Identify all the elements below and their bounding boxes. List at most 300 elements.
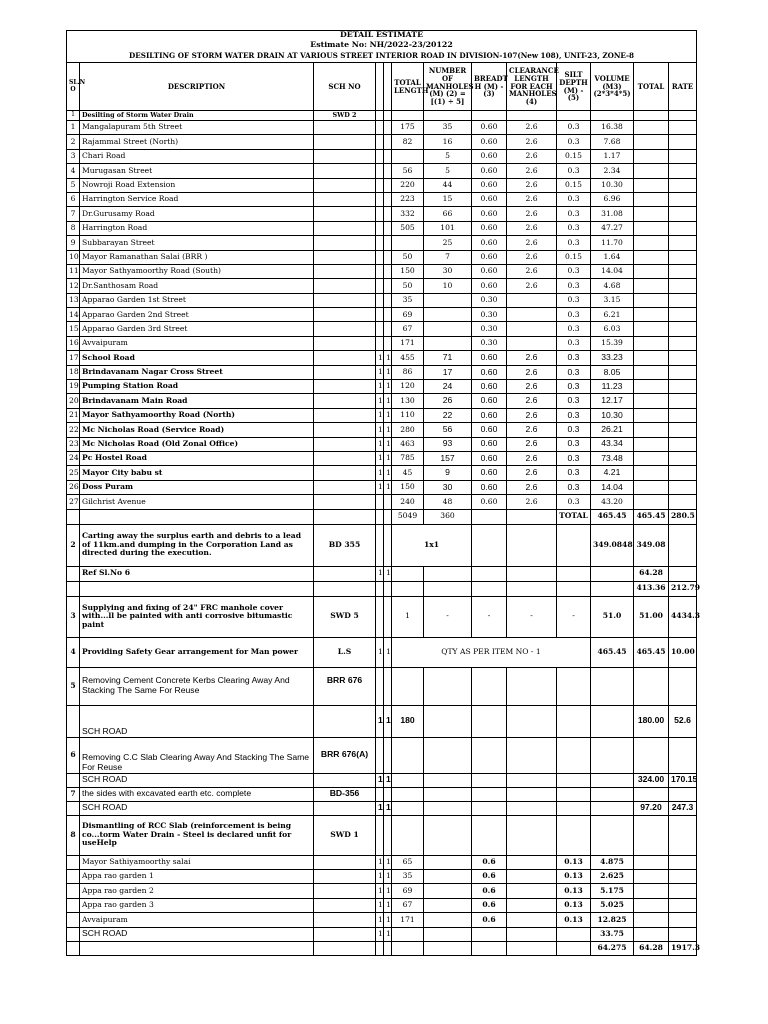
breadth: 0.60 bbox=[472, 178, 507, 192]
row-sl: 19 bbox=[67, 380, 80, 394]
row-sl: 17 bbox=[67, 351, 80, 365]
sum-total: 64.28 bbox=[634, 941, 669, 955]
volume: 4.21 bbox=[591, 466, 634, 480]
street-name: Mayor Sathyamoorthy Road (South) bbox=[80, 264, 314, 278]
empty-cell bbox=[472, 941, 507, 955]
silt-depth: 0.3 bbox=[557, 293, 591, 307]
total-length: 171 bbox=[392, 913, 424, 927]
empty-cell bbox=[376, 509, 384, 524]
empty-cell bbox=[634, 351, 669, 365]
clearance bbox=[507, 293, 557, 307]
empty-cell bbox=[669, 913, 697, 927]
volume: 43.34 bbox=[591, 437, 634, 451]
empty-cell bbox=[67, 869, 80, 883]
empty-cell bbox=[314, 509, 376, 524]
empty-cell bbox=[634, 164, 669, 178]
clearance: 2.6 bbox=[507, 394, 557, 408]
silt-depth: 0.3 bbox=[557, 408, 591, 422]
empty-cell bbox=[67, 705, 80, 737]
sum-row bbox=[67, 509, 697, 524]
empty-cell bbox=[314, 192, 376, 206]
empty-cell bbox=[669, 207, 697, 221]
count-a bbox=[376, 293, 384, 307]
item-volume: 51.0 bbox=[591, 596, 634, 637]
sub-volume: 33.75 bbox=[591, 927, 634, 941]
empty-cell bbox=[384, 667, 392, 705]
empty-cell bbox=[591, 773, 634, 787]
count-a: 1 bbox=[376, 927, 384, 941]
empty-cell bbox=[507, 581, 557, 596]
breadth: 0.30 bbox=[472, 336, 507, 350]
empty-cell bbox=[392, 941, 424, 955]
empty-cell bbox=[314, 801, 376, 815]
total-length: 67 bbox=[392, 322, 424, 336]
count-a bbox=[376, 221, 384, 235]
count-b: 1 bbox=[384, 466, 392, 480]
dash: - bbox=[507, 596, 557, 637]
thickness: 0.13 bbox=[557, 913, 591, 927]
empty-cell bbox=[314, 408, 376, 422]
manholes bbox=[424, 308, 472, 322]
breadth: 0.60 bbox=[472, 351, 507, 365]
volume: 5.025 bbox=[591, 898, 634, 912]
manholes bbox=[424, 293, 472, 307]
total-length: 463 bbox=[392, 437, 424, 451]
volume: 4.875 bbox=[591, 855, 634, 869]
empty-cell bbox=[424, 566, 472, 581]
empty-cell bbox=[634, 495, 669, 509]
total-length: 86 bbox=[392, 365, 424, 379]
count-a: 1 bbox=[376, 437, 384, 451]
empty-cell bbox=[314, 898, 376, 912]
count-b: 1 bbox=[384, 451, 392, 465]
street-name: Mc Nicholas Road (Old Zonal Office) bbox=[80, 437, 314, 451]
clearance: 2.6 bbox=[507, 495, 557, 509]
empty-cell bbox=[314, 380, 376, 394]
manholes: 71 bbox=[424, 351, 472, 365]
volume: 33.23 bbox=[591, 351, 634, 365]
empty-cell bbox=[507, 737, 557, 773]
item-sl: 4 bbox=[67, 637, 80, 667]
total-length: 56 bbox=[392, 164, 424, 178]
breadth: 0.60 bbox=[472, 365, 507, 379]
clearance: 2.6 bbox=[507, 451, 557, 465]
count-a bbox=[376, 135, 384, 149]
item-sl: 7 bbox=[67, 787, 80, 801]
empty-cell bbox=[424, 855, 472, 869]
empty-cell bbox=[634, 279, 669, 293]
item-row bbox=[67, 596, 697, 637]
estimate-number: Estimate No: NH/2022-23/20122 bbox=[67, 41, 697, 51]
total-length: 65 bbox=[392, 855, 424, 869]
total-length: 332 bbox=[392, 207, 424, 221]
empty-cell bbox=[669, 566, 697, 581]
empty-cell bbox=[314, 423, 376, 437]
total-length: 505 bbox=[392, 221, 424, 235]
empty-cell bbox=[634, 787, 669, 801]
empty-cell bbox=[424, 884, 472, 898]
empty-cell bbox=[392, 737, 424, 773]
table-row bbox=[67, 178, 697, 192]
row-sl: 12 bbox=[67, 279, 80, 293]
row-sl: 10 bbox=[67, 250, 80, 264]
volume: 6.96 bbox=[591, 192, 634, 206]
clearance: 2.6 bbox=[507, 437, 557, 451]
empty-cell bbox=[557, 927, 591, 941]
table-row bbox=[67, 869, 697, 883]
clearance: 2.6 bbox=[507, 250, 557, 264]
empty-cell bbox=[67, 581, 80, 596]
clearance: 2.6 bbox=[507, 264, 557, 278]
empty-cell bbox=[314, 913, 376, 927]
breadth: 0.60 bbox=[472, 451, 507, 465]
silt-depth: 0.3 bbox=[557, 135, 591, 149]
col-slno: SL.N O bbox=[67, 63, 80, 111]
street-name: School Road bbox=[80, 351, 314, 365]
count-a: 1 bbox=[376, 801, 384, 815]
empty-cell bbox=[634, 408, 669, 422]
empty-cell bbox=[392, 801, 424, 815]
manholes: 7 bbox=[424, 250, 472, 264]
empty-cell bbox=[634, 451, 669, 465]
empty-cell bbox=[634, 192, 669, 206]
item-sch: BRR 676 bbox=[314, 667, 376, 705]
empty-cell bbox=[376, 815, 384, 855]
empty-cell bbox=[314, 178, 376, 192]
empty-cell bbox=[67, 941, 80, 955]
empty-cell bbox=[669, 164, 697, 178]
empty-cell bbox=[634, 855, 669, 869]
total-length: 455 bbox=[392, 351, 424, 365]
empty-cell bbox=[634, 884, 669, 898]
row-sl: 24 bbox=[67, 451, 80, 465]
empty-cell bbox=[376, 524, 384, 566]
sub-rate: 247.3 bbox=[669, 801, 697, 815]
empty-cell bbox=[314, 941, 376, 955]
street-name: Brindavanam Nagar Cross Street bbox=[80, 365, 314, 379]
item-sch: SWD 1 bbox=[314, 815, 376, 855]
total-length: 50 bbox=[392, 279, 424, 293]
count-a bbox=[376, 236, 384, 250]
col-schno: SCH NO bbox=[314, 63, 376, 111]
empty-cell bbox=[80, 581, 314, 596]
total-length: 150 bbox=[392, 264, 424, 278]
item-sl: 8 bbox=[67, 815, 80, 855]
count-a: 1 bbox=[376, 869, 384, 883]
total-length: 223 bbox=[392, 192, 424, 206]
empty-cell bbox=[67, 566, 80, 581]
empty-cell bbox=[67, 773, 80, 787]
clearance: 2.6 bbox=[507, 178, 557, 192]
volume: 14.04 bbox=[591, 480, 634, 494]
empty-cell bbox=[669, 111, 697, 121]
clearance: 2.6 bbox=[507, 192, 557, 206]
empty-cell bbox=[472, 509, 507, 524]
sum-rate: 1917.3 bbox=[669, 941, 697, 955]
col-total: TOTAL bbox=[634, 63, 669, 111]
count-a bbox=[376, 149, 384, 163]
count-b: 1 bbox=[384, 869, 392, 883]
street-name: Chari Road bbox=[80, 149, 314, 163]
breadth: 0.60 bbox=[472, 394, 507, 408]
breadth: 0.60 bbox=[472, 480, 507, 494]
table-row bbox=[67, 380, 697, 394]
item-qty: 1 bbox=[392, 596, 424, 637]
empty-cell bbox=[591, 787, 634, 801]
empty-cell bbox=[472, 801, 507, 815]
empty-cell bbox=[669, 380, 697, 394]
clearance bbox=[507, 308, 557, 322]
empty-cell bbox=[669, 408, 697, 422]
empty-cell bbox=[634, 293, 669, 307]
item-volume: 349.0848 bbox=[591, 524, 634, 566]
count-a bbox=[376, 178, 384, 192]
count-a: 1 bbox=[376, 913, 384, 927]
item-sch: BD-356 bbox=[314, 787, 376, 801]
empty-cell bbox=[67, 898, 80, 912]
volume: 5.175 bbox=[591, 884, 634, 898]
breadth: 0.6 bbox=[472, 913, 507, 927]
empty-cell bbox=[507, 927, 557, 941]
row-sl: 7 bbox=[67, 207, 80, 221]
manholes: 26 bbox=[424, 394, 472, 408]
table-row bbox=[67, 913, 697, 927]
empty-cell bbox=[669, 524, 697, 566]
total-length bbox=[392, 149, 424, 163]
silt-depth: 0.15 bbox=[557, 149, 591, 163]
total-length: 120 bbox=[392, 380, 424, 394]
street-name: Pumping Station Road bbox=[80, 380, 314, 394]
manholes: 66 bbox=[424, 207, 472, 221]
empty-cell bbox=[384, 509, 392, 524]
count-a: 1 bbox=[376, 884, 384, 898]
empty-cell bbox=[669, 884, 697, 898]
table-row bbox=[67, 394, 697, 408]
count-b bbox=[384, 322, 392, 336]
row-sl: 23 bbox=[67, 437, 80, 451]
empty-cell bbox=[669, 869, 697, 883]
empty-cell bbox=[424, 111, 472, 121]
section-sl: 1 bbox=[67, 111, 80, 121]
empty-cell bbox=[557, 581, 591, 596]
manholes: 5 bbox=[424, 164, 472, 178]
clearance: 2.6 bbox=[507, 380, 557, 394]
street-name: Mangalapuram 5th Street bbox=[80, 121, 314, 135]
manholes: 17 bbox=[424, 365, 472, 379]
table-row bbox=[67, 250, 697, 264]
empty-cell bbox=[392, 787, 424, 801]
section-title: Desilting of Storm Water Drain bbox=[80, 111, 314, 121]
empty-cell bbox=[669, 855, 697, 869]
empty-cell bbox=[669, 437, 697, 451]
empty-cell bbox=[392, 927, 424, 941]
empty-cell bbox=[314, 705, 376, 737]
street-name: Dr.Santhosam Road bbox=[80, 279, 314, 293]
street-name: Apparao Garden 1st Street bbox=[80, 293, 314, 307]
subtotal-row bbox=[67, 581, 697, 596]
empty-cell bbox=[669, 927, 697, 941]
empty-cell bbox=[669, 192, 697, 206]
table-row bbox=[67, 308, 697, 322]
item-row bbox=[67, 637, 697, 667]
empty-cell bbox=[424, 941, 472, 955]
street-name: Rajammal Street (North) bbox=[80, 135, 314, 149]
sum-volume: 465.45 bbox=[591, 509, 634, 524]
row-sl: 4 bbox=[67, 164, 80, 178]
empty-cell bbox=[314, 236, 376, 250]
empty-cell bbox=[314, 264, 376, 278]
count-a bbox=[376, 164, 384, 178]
col-silt-depth: SILT DEPTH (M) - (5) bbox=[557, 63, 591, 111]
empty-cell bbox=[591, 581, 634, 596]
silt-depth: 0.15 bbox=[557, 250, 591, 264]
rate: 212.79 bbox=[669, 581, 697, 596]
count-b bbox=[384, 192, 392, 206]
empty-cell bbox=[424, 927, 472, 941]
count-b: 1 bbox=[384, 913, 392, 927]
silt-depth: 0.3 bbox=[557, 121, 591, 135]
volume: 6.03 bbox=[591, 322, 634, 336]
table-row bbox=[67, 898, 697, 912]
table-row bbox=[67, 207, 697, 221]
clearance: 2.6 bbox=[507, 149, 557, 163]
row-sl: 14 bbox=[67, 308, 80, 322]
item-volume: 465.45 bbox=[591, 637, 634, 667]
volume: 11.23 bbox=[591, 380, 634, 394]
row-sl: 27 bbox=[67, 495, 80, 509]
empty-cell bbox=[472, 737, 507, 773]
total-length: 240 bbox=[392, 495, 424, 509]
empty-cell bbox=[591, 801, 634, 815]
empty-cell bbox=[80, 509, 314, 524]
breadth: 0.60 bbox=[472, 466, 507, 480]
empty-cell bbox=[314, 480, 376, 494]
empty-cell bbox=[314, 221, 376, 235]
empty-cell bbox=[669, 667, 697, 705]
empty-cell bbox=[507, 898, 557, 912]
breadth: 0.60 bbox=[472, 236, 507, 250]
item-total: 465.45 bbox=[634, 637, 669, 667]
empty-cell bbox=[634, 308, 669, 322]
empty-cell bbox=[507, 855, 557, 869]
empty-cell bbox=[314, 164, 376, 178]
total-length bbox=[392, 236, 424, 250]
dash: - bbox=[557, 596, 591, 637]
empty-cell bbox=[384, 581, 392, 596]
empty-cell bbox=[669, 495, 697, 509]
empty-cell bbox=[507, 566, 557, 581]
clearance bbox=[507, 336, 557, 350]
empty-cell bbox=[424, 913, 472, 927]
empty-cell bbox=[424, 787, 472, 801]
total-length: 45 bbox=[392, 466, 424, 480]
empty-cell bbox=[634, 111, 669, 121]
empty-cell bbox=[557, 787, 591, 801]
empty-cell bbox=[507, 111, 557, 121]
breadth: 0.60 bbox=[472, 408, 507, 422]
row-sl: 26 bbox=[67, 480, 80, 494]
empty-cell bbox=[507, 524, 557, 566]
clearance: 2.6 bbox=[507, 408, 557, 422]
empty-cell bbox=[314, 566, 376, 581]
count-a bbox=[376, 121, 384, 135]
count-a bbox=[376, 250, 384, 264]
street-name: Apparao Garden 2nd Street bbox=[80, 308, 314, 322]
empty-cell bbox=[634, 394, 669, 408]
empty-cell bbox=[634, 927, 669, 941]
rcc-location: Appa rao garden 3 bbox=[80, 898, 314, 912]
volume: 26.21 bbox=[591, 423, 634, 437]
empty-cell bbox=[472, 773, 507, 787]
empty-cell bbox=[314, 884, 376, 898]
clearance bbox=[507, 322, 557, 336]
street-name: Mayor Ramanathan Salai (BRR ) bbox=[80, 250, 314, 264]
count-b bbox=[384, 121, 392, 135]
sub-total: 180.00 bbox=[634, 705, 669, 737]
row-sl: 22 bbox=[67, 423, 80, 437]
breadth: 0.60 bbox=[472, 221, 507, 235]
empty-cell bbox=[67, 884, 80, 898]
manholes: 93 bbox=[424, 437, 472, 451]
empty-cell bbox=[67, 801, 80, 815]
ref-row bbox=[67, 566, 697, 581]
empty-cell bbox=[634, 869, 669, 883]
table-row bbox=[67, 451, 697, 465]
sum-row bbox=[67, 941, 697, 955]
breadth: 0.60 bbox=[472, 135, 507, 149]
silt-depth: 0.15 bbox=[557, 178, 591, 192]
breadth: 0.6 bbox=[472, 869, 507, 883]
empty-cell bbox=[314, 351, 376, 365]
volume: 4.68 bbox=[591, 279, 634, 293]
count-a: 1 bbox=[376, 365, 384, 379]
table-row bbox=[67, 466, 697, 480]
volume: 1.64 bbox=[591, 250, 634, 264]
count-a bbox=[376, 322, 384, 336]
breadth: 0.60 bbox=[472, 149, 507, 163]
empty-cell bbox=[472, 705, 507, 737]
silt-depth: 0.3 bbox=[557, 236, 591, 250]
table-row bbox=[67, 336, 697, 350]
empty-cell bbox=[392, 815, 424, 855]
table-row bbox=[67, 221, 697, 235]
empty-cell bbox=[424, 898, 472, 912]
empty-cell bbox=[634, 898, 669, 912]
section-sch: SWD 2 bbox=[314, 111, 376, 121]
silt-depth: 0.3 bbox=[557, 380, 591, 394]
street-name: Mayor Sathyamoorthy Road (North) bbox=[80, 408, 314, 422]
dash: - bbox=[472, 596, 507, 637]
empty-cell bbox=[634, 250, 669, 264]
clearance: 2.6 bbox=[507, 480, 557, 494]
count-b: 1 bbox=[384, 637, 392, 667]
count-a: 1 bbox=[376, 380, 384, 394]
count-b bbox=[384, 495, 392, 509]
volume: 8.05 bbox=[591, 365, 634, 379]
empty-cell bbox=[591, 705, 634, 737]
breadth: 0.60 bbox=[472, 192, 507, 206]
empty-cell bbox=[314, 279, 376, 293]
item-desc: the sides with excavated earth etc. complete bbox=[80, 787, 314, 801]
street-name: Nowroji Road Extension bbox=[80, 178, 314, 192]
empty-cell bbox=[384, 941, 392, 955]
empty-cell bbox=[424, 737, 472, 773]
empty-cell bbox=[314, 451, 376, 465]
item-total: 349.08 bbox=[634, 524, 669, 566]
empty-cell bbox=[376, 737, 384, 773]
empty-cell bbox=[669, 394, 697, 408]
count-b bbox=[384, 236, 392, 250]
